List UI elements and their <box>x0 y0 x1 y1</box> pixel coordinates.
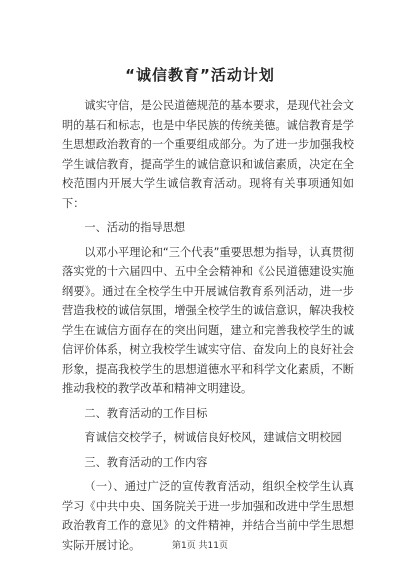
document-title: “诚信教育”活动计划 <box>125 66 275 84</box>
section-heading-2: 二、教育活动的工作目标 <box>84 406 208 420</box>
work-goal-paragraph: 育诚信交校学子，树诚信良好校风，建诚信文明校园 <box>84 431 342 444</box>
document-body <box>62 96 354 555</box>
page-number-footer: 第1页 共11页 <box>171 541 229 551</box>
guiding-ideology-paragraph: 以邓小平理论和“三个代表”重要思想为指导，认真贯彻落实党的十六届四中、五中全会精神和《公民道德建设实施纲要》。通过在全校学生中开展诚信教育系列活动，进一步营造我校的诚信氛围，增强全校学生的诚信意识，解决我校学生在诚信方面存在的突出问题，建立和完善我校学生的诚信评价体系，树立我校学生诚实守信、奋发向上的良好社会形象，提高我校学生的思想道德水平和科学文化素质，不断推动我校的教学改革和精神文明建设。 <box>62 245 354 395</box>
work-content-paragraph: （一）、通过广泛的宣传教育活动，组织全校学生认真学习《中共中央、国务院关于进一步加强和改进中学生思想政治教育工作的意见》的文件精神，并结合当前中学生思想实际开展讨论。 <box>62 480 354 552</box>
section-heading-1: 一、活动的指导思想 <box>84 221 186 234</box>
intro-paragraph: 诚实守信，是公民道德规范的基本要求，是现代社会文明的基石和标志，也是中华民族的传统美德。诚信教育是学生思想政治教育的一个重要组成部分。为了进一步加强我校学生诚信教育，提高学生的诚信意识和诚信素质，决定在全校范围内开展大学生诚信教育活动。现将有关事项通知如下： <box>62 99 354 210</box>
section-heading-3: 三、教育活动的工作内容 <box>84 455 208 469</box>
